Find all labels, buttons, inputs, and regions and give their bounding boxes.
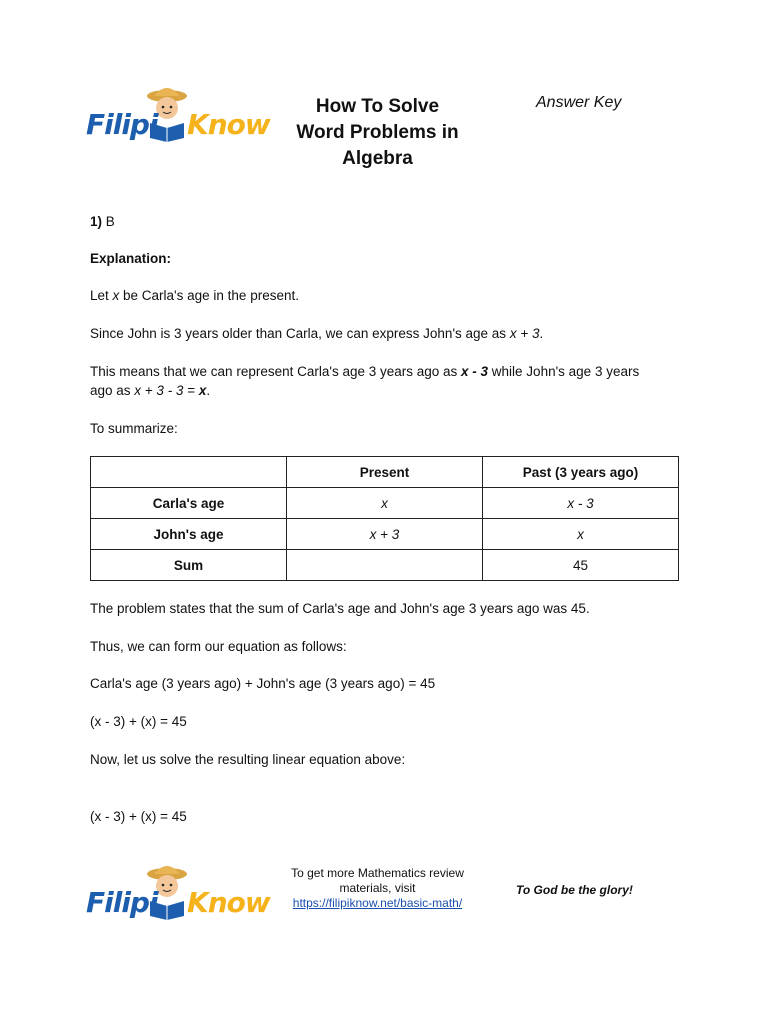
means-mid: while John's age 3 years ago as	[90, 364, 640, 398]
equation-2: (x - 3) + (x) = 45	[90, 809, 187, 824]
equation-words: Carla's age (3 years ago) + John's age (3 years ago) = 45	[90, 676, 436, 691]
means-expr-carla: x - 3	[461, 364, 489, 379]
answer-key-label: Answer Key	[536, 94, 622, 111]
thus-statement: Thus, we can form our equation as follows:	[90, 639, 347, 654]
footer-logo	[84, 856, 270, 936]
row-label: Sum	[91, 550, 287, 581]
question-choice: B	[105, 214, 115, 229]
row-past: x - 3	[483, 488, 679, 519]
equation-1: (x - 3) + (x) = 45	[90, 714, 187, 729]
age-summary-table	[90, 456, 679, 581]
since-prefix: Since John is 3 years older than Carla, we can express John's age as	[90, 326, 510, 341]
table-header-row	[91, 457, 679, 488]
table-header-cell: Past (3 years ago)	[483, 457, 679, 488]
title-line-2: Word Problems in	[296, 122, 459, 143]
title-line-3: Algebra	[342, 148, 413, 169]
means-eq: =	[183, 383, 199, 398]
footer-more-line-2: materials, visit	[339, 881, 416, 895]
since-suffix: .	[539, 326, 544, 341]
means-result: x	[198, 383, 207, 398]
let-var: x	[112, 288, 120, 303]
question-number: 1)	[90, 214, 103, 229]
row-past: 45	[483, 550, 679, 581]
row-present: x + 3	[287, 519, 483, 550]
question-answer	[90, 212, 670, 231]
table-header-cell	[91, 457, 287, 488]
row-present	[287, 550, 483, 581]
let-prefix: Let	[90, 288, 113, 303]
table-row	[91, 550, 679, 581]
solve-statement: Now, let us solve the resulting linear equation above:	[90, 752, 406, 767]
row-present: x	[287, 488, 483, 519]
row-label: Carla's age	[91, 488, 287, 519]
footer-glory: To God be the glory!	[516, 883, 633, 897]
table-row	[91, 519, 679, 550]
summarize-label: To summarize:	[90, 421, 178, 436]
means-expr-john: x + 3 - 3	[134, 383, 184, 398]
table-header-cell: Present	[287, 457, 483, 488]
footer-link[interactable]: https://filipiknow.net/basic-math/	[292, 896, 463, 910]
filipiknow-logo	[84, 78, 270, 158]
footer-more-info	[280, 866, 475, 911]
problem-statement: The problem states that the sum of Carla's age and John's age 3 years ago was 45.	[90, 601, 590, 616]
page-title	[280, 94, 475, 172]
let-statement	[90, 286, 670, 305]
since-statement	[90, 324, 670, 343]
logo-text-left: Filipi	[86, 886, 158, 919]
logo-text-right: Know	[187, 108, 270, 141]
means-statement	[90, 362, 665, 400]
logo-text-left: Filipi	[86, 108, 158, 141]
logo-text-right: Know	[187, 886, 270, 919]
means-prefix: This means that we can represent Carla's age 3 years ago as	[90, 364, 462, 379]
means-suffix: .	[206, 383, 211, 398]
row-past: x	[483, 519, 679, 550]
row-label: John's age	[91, 519, 287, 550]
let-suffix: be Carla's age in the present.	[119, 288, 299, 303]
since-expr: x + 3	[509, 326, 540, 341]
explanation-heading: Explanation:	[90, 251, 172, 266]
footer-more-line-1: To get more Mathematics review	[291, 866, 464, 880]
table-row	[91, 488, 679, 519]
title-line-1: How To Solve	[315, 96, 440, 117]
